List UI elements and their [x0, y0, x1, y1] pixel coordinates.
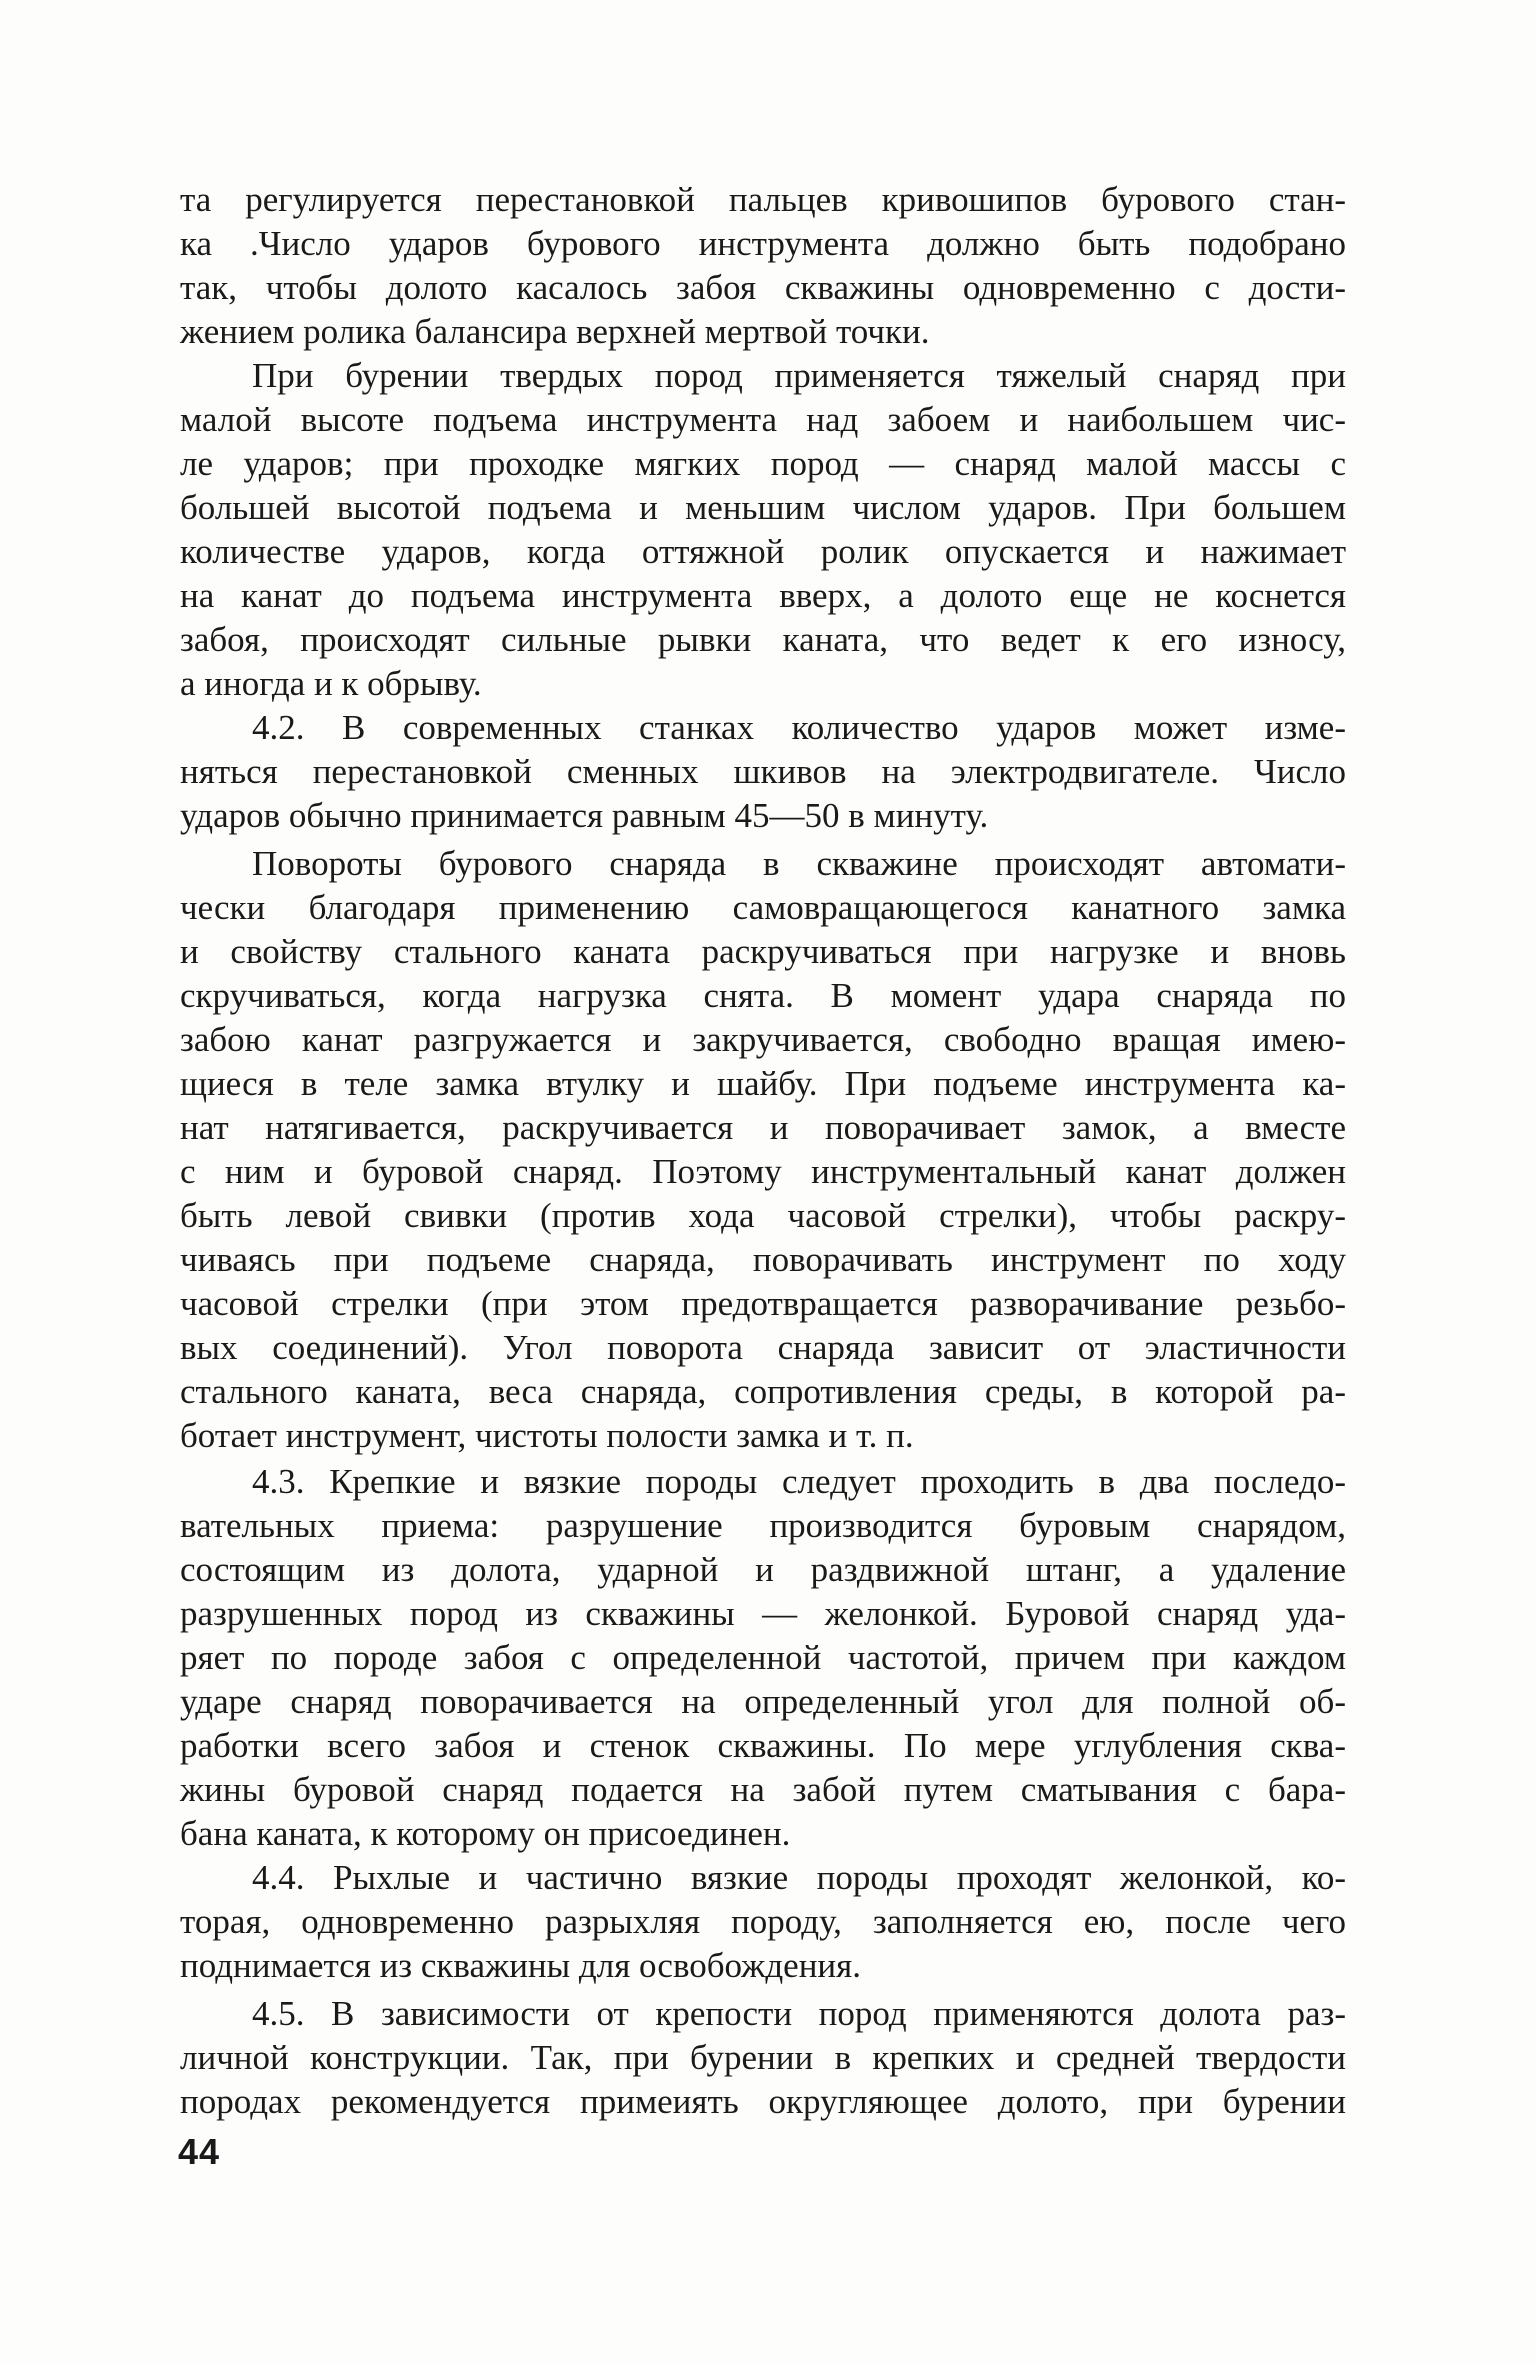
text-line: быть левой свивки (против хода часовой стрелки), чтобы раскру-	[180, 1196, 1346, 1235]
text-line: работки всего забоя и стенок скважины. По мере углубления сква-	[180, 1726, 1346, 1765]
text-line: чиваясь при подъеме снаряда, поворачивать инструмент по ходу	[180, 1240, 1346, 1279]
section-4-4-first-line: 4.4. Рыхлые и частично вязкие породы проходят желонкой, ко-	[252, 1858, 1346, 1897]
text-line: торая, одновременно разрыхляя породу, заполняется ею, после чего	[180, 1902, 1346, 1941]
section-4-3-first-line: 4.3. Крепкие и вязкие породы следует проходить в два последо-	[252, 1462, 1346, 1501]
text-line: разрушенных пород из скважины — желонкой. Буровой снаряд уда-	[180, 1594, 1346, 1633]
text-line: забою канат разгружается и закручивается, свободно вращая имею-	[180, 1020, 1346, 1059]
paragraph-first-line: При бурении твердых пород применяется тяжелый снаряд при	[252, 356, 1346, 395]
text-line: поднимается из скважины для освобождения.	[180, 1946, 862, 1985]
text-line: личной конструкции. Так, при бурении в крепких и средней твердости	[180, 2038, 1346, 2077]
page-number: 44	[178, 2131, 221, 2172]
text-line: и свойству стального каната раскручиваться при нагрузке и вновь	[180, 932, 1346, 971]
section-4-2-first-line: 4.2. В современных станках количество ударов может изме-	[252, 708, 1346, 747]
text-line: няться перестановкой сменных шкивов на электродвигателе. Число	[180, 752, 1346, 791]
text-line: щиеся в теле замка втулку и шайбу. При подъеме инструмента ка-	[180, 1064, 1346, 1103]
text-line: на канат до подъема инструмента вверх, а долото еще не коснется	[180, 576, 1346, 615]
text-line: ударов обычно принимается равным 45—50 в минуту.	[180, 796, 989, 835]
text-line: та регулируется перестановкой пальцев кривошипов бурового стан-	[180, 180, 1346, 219]
text-line: жением ролика балансира верхней мертвой точки.	[180, 312, 930, 351]
text-line: состоящим из долота, ударной и раздвижной штанг, а удаление	[180, 1550, 1346, 1589]
text-line: жины буровой снаряд подается на забой путем сматывания с бара-	[180, 1770, 1346, 1809]
text-line: ка .Число ударов бурового инструмента должно быть подобрано	[180, 224, 1346, 263]
text-line: вательных приема: разрушение производится буровым снарядом,	[180, 1506, 1346, 1545]
text-line: ле ударов; при проходке мягких пород — снаряд малой массы с	[180, 444, 1346, 483]
text-line: породах рекомендуется примеиять округляющее долото, при бурении	[180, 2082, 1346, 2121]
text-line: бана каната, к которому он присоединен.	[180, 1814, 791, 1853]
text-line: ботает инструмент, чистоты полости замка и т. п.	[180, 1416, 914, 1455]
section-4-5-first-line: 4.5. В зависимости от крепости пород применяются долота раз-	[252, 1994, 1346, 2033]
text-line: чески благодаря применению самовращающегося канатного замка	[180, 888, 1346, 927]
text-line: так, чтобы долото касалось забоя скважины одновременно с дости-	[180, 268, 1346, 307]
text-line: с ним и буровой снаряд. Поэтому инструментальный канат должен	[180, 1152, 1346, 1191]
text-line: ударе снаряд поворачивается на определенный угол для полной об-	[180, 1682, 1346, 1721]
text-line: малой высоте подъема инструмента над забоем и наибольшем чис-	[180, 400, 1346, 439]
text-line: часовой стрелки (при этом предотвращается разворачивание резьбо-	[180, 1284, 1346, 1323]
text-line: скручиваться, когда нагрузка снята. В момент удара снаряда по	[180, 976, 1346, 1015]
text-line: а иногда и к обрыву.	[180, 664, 482, 703]
text-line: количестве ударов, когда оттяжной ролик опускается и нажимает	[180, 532, 1346, 571]
text-line: ряет по породе забоя с определенной частотой, причем при каждом	[180, 1638, 1346, 1677]
paragraph-first-line: Повороты бурового снаряда в скважине происходят автомати-	[252, 844, 1346, 883]
text-line: вых соединений). Угол поворота снаряда зависит от эластичности	[180, 1328, 1346, 1367]
text-line: большей высотой подъема и меньшим числом ударов. При большем	[180, 488, 1346, 527]
text-line: забоя, происходят сильные рывки каната, что ведет к его износу,	[180, 620, 1346, 659]
text-line: нат натягивается, раскручивается и поворачивает замок, а вместе	[180, 1108, 1346, 1147]
text-line: стального каната, веса снаряда, сопротивления среды, в которой ра-	[180, 1372, 1346, 1411]
